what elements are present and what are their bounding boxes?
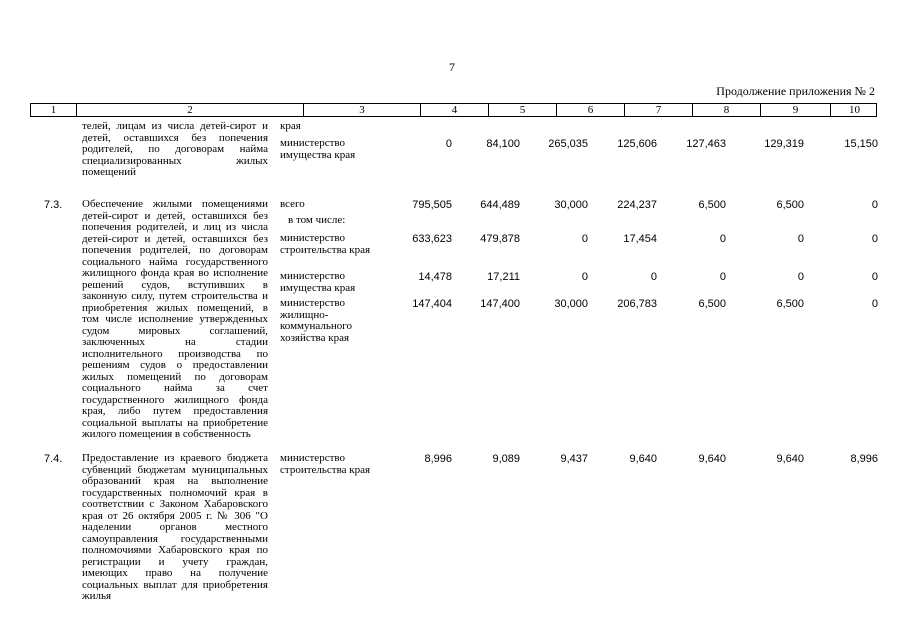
row-7-3-v3-6: 30,000: [554, 298, 588, 310]
col-header-1: 1: [31, 104, 77, 116]
row-7-4-executor: министерство строительства края: [280, 452, 371, 476]
row-7-3-total-9: 6,500: [776, 199, 804, 211]
fragment-executor-carry: края: [280, 120, 301, 132]
row-7-3-executor-3: министерство жилищно-коммунального хозяйства края: [280, 297, 352, 344]
row-7-3-v1-9: 0: [797, 233, 804, 245]
row-7-3-total-6: 30,000: [554, 199, 588, 211]
fragment-value-4: 0: [445, 138, 452, 150]
row-7-3-total-8: 6,500: [698, 199, 726, 211]
fragment-value-8: 127,463: [686, 138, 726, 150]
row-7-3-v1-8: 0: [719, 233, 726, 245]
col-header-6: 6: [557, 104, 625, 116]
row-7-4-value-6: 9,437: [560, 453, 588, 465]
fragment-value-9: 129,319: [764, 138, 804, 150]
fragment-description: телей, лицам из числа детей-сирот и детей, оставшихся без попечения родителей, по договорам найма специализированных жилых помещений: [82, 120, 268, 178]
page-number: 7: [449, 60, 455, 74]
row-7-3-v2-9: 0: [797, 271, 804, 283]
fragment-value-10: 15,150: [844, 138, 878, 150]
row-number-7-4: 7.4.: [44, 453, 63, 465]
row-7-3-v1-6: 0: [581, 233, 588, 245]
col-header-7: 7: [625, 104, 693, 116]
fragment-value-7: 125,606: [617, 138, 657, 150]
col-header-8: 8: [693, 104, 761, 116]
continuation-label: Продолжение приложения № 2: [716, 84, 875, 98]
row-7-3-executor-1: министерство строительства края: [280, 232, 371, 256]
row-7-3-v2-8: 0: [719, 271, 726, 283]
row-7-4-value-5: 9,089: [492, 453, 520, 465]
row-7-4-value-9: 9,640: [776, 453, 804, 465]
row-7-3-v1-4: 633,623: [412, 233, 452, 245]
row-7-3-v3-7: 206,783: [617, 298, 657, 310]
row-7-3-total-10: 0: [871, 199, 878, 211]
col-header-2: 2: [77, 104, 304, 116]
table-header: [30, 103, 877, 117]
row-7-3-total-5: 644,489: [480, 199, 520, 211]
row-7-3-description: Обеспечение жилыми помещениями детей-сирот и детей, оставшихся без попечения родителей, и лиц из числа детей-сирот и детей, оставшихся без попечения родителей, по договорам социального найма государственного жилищного фонда края во исполнение решений судов, вступивших в законную силу, путем строительства и приобретения жилых помещений, в том числе исполнение утвержденных судом мировых соглашений, заключенных на стадии исполнительного производства по решениям судов о предоставлении жилых помещений по договорам социального найма за счет государственного жилищного фонда края, либо путем предоставления социальной выплаты на приобретение жилого помещения в собственность: [82, 198, 268, 440]
row-7-3-v3-10: 0: [871, 298, 878, 310]
col-header-3: 3: [304, 104, 421, 116]
row-7-4-value-7: 9,640: [629, 453, 657, 465]
row-7-3-v2-10: 0: [871, 271, 878, 283]
row-7-4-description: Предоставление из краевого бюджета субвенций бюджетам муниципальных образований края на выполнение государственных полномочий края в соответствии с Законом Хабаровского края от 26 октября 2005 г. № 306 "О наделении органов местного самоуправления государственными полномочиями Хабаровского края по регистрации и учету граждан, имеющих право на получение социальных выплат для приобретения жилья: [82, 452, 268, 602]
row-7-3-v2-4: 14,478: [418, 271, 452, 283]
fragment-executor: министерство имущества края: [280, 137, 356, 161]
col-header-10: 10: [849, 104, 860, 116]
row-7-4-value-10: 8,996: [850, 453, 878, 465]
fragment-value-6: 265,035: [548, 138, 588, 150]
row-7-3-v2-6: 0: [581, 271, 588, 283]
row-7-3-total-7: 224,237: [617, 199, 657, 211]
row-7-3-v1-10: 0: [871, 233, 878, 245]
row-7-3-total-label: всего: [280, 198, 305, 210]
row-7-3-executor-2: министерство имущества края: [280, 270, 356, 294]
row-7-3-v2-7: 0: [650, 271, 657, 283]
row-7-3-v2-5: 17,211: [487, 271, 520, 283]
row-7-4-value-8: 9,640: [698, 453, 726, 465]
row-number-7-3: 7.3.: [44, 199, 63, 211]
row-7-3-v3-4: 147,404: [412, 298, 452, 310]
row-7-3-v1-5: 479,878: [480, 233, 520, 245]
col-header-4: 4: [421, 104, 489, 116]
row-7-3-v3-8: 6,500: [698, 298, 726, 310]
row-7-4-value-4: 8,996: [424, 453, 452, 465]
row-7-3-v1-7: 17,454: [623, 233, 657, 245]
row-7-3-v3-5: 147,400: [480, 298, 520, 310]
row-7-3-v3-9: 6,500: [776, 298, 804, 310]
col-header-5: 5: [489, 104, 557, 116]
col-header-9: 9: [761, 104, 831, 116]
fragment-value-5: 84,100: [486, 138, 520, 150]
row-7-3-total-4: 795,505: [412, 199, 452, 211]
row-7-3-incl-label: в том числе:: [288, 214, 346, 226]
